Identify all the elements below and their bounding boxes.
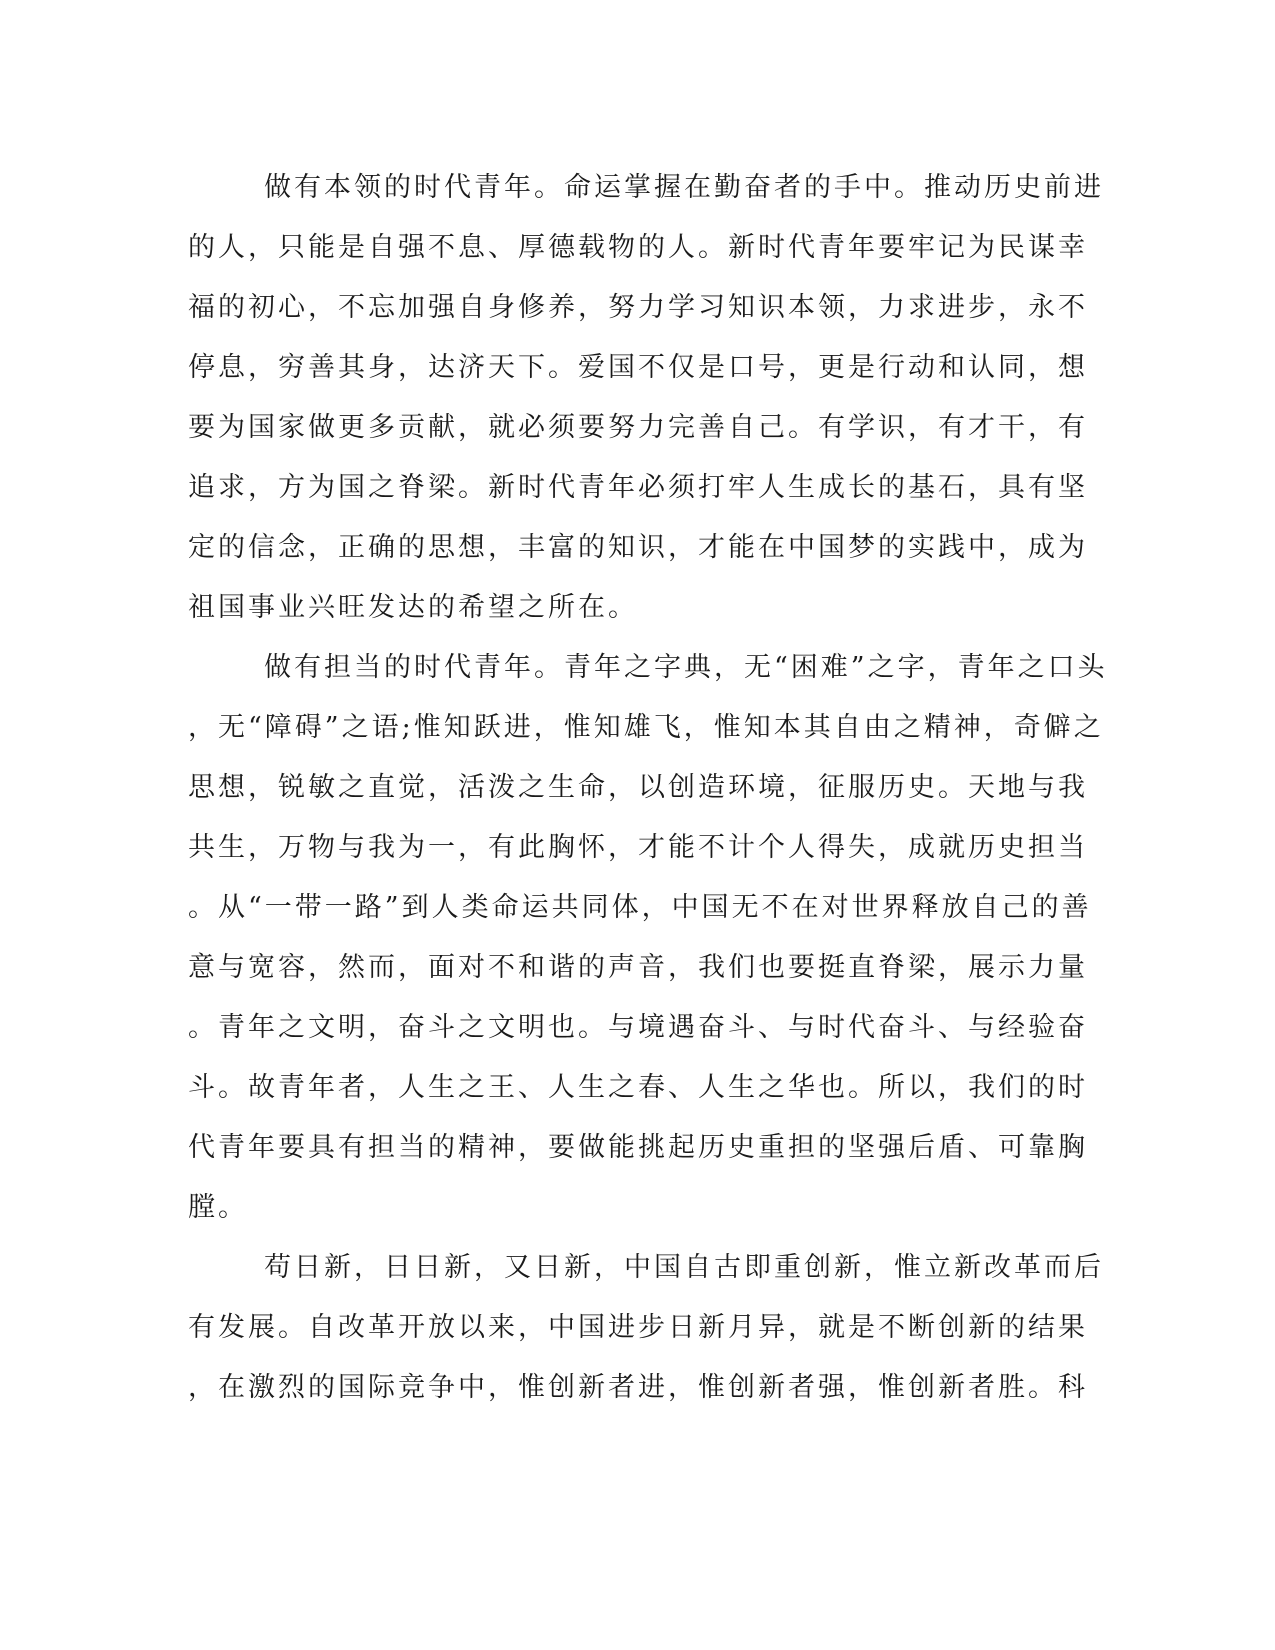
- paragraph-line: ，在激烈的国际竞争中，惟创新者进，惟创新者强，惟创新者胜。科: [188, 1372, 1088, 1403]
- paragraph-line: 祖国事业兴旺发达的希望之所在。: [188, 592, 638, 623]
- paragraph-line: 追求，方为国之脊梁。新时代青年必须打牢人生成长的基石，具有坚: [188, 472, 1088, 503]
- paragraph-line: 定的信念，正确的思想，丰富的知识，才能在中国梦的实践中，成为: [188, 532, 1088, 563]
- paragraph-line: 。青年之文明，奋斗之文明也。与境遇奋斗、与时代奋斗、与经验奋: [188, 1012, 1088, 1043]
- paragraph-line: 做有担当的时代青年。青年之字典，无“困难”之字，青年之口头: [264, 652, 1108, 683]
- paragraph-line: ，无“障碍”之语;惟知跃进，惟知雄飞，惟知本其自由之精神，奇僻之: [188, 712, 1104, 743]
- paragraph-1: [188, 158, 1104, 638]
- paragraph-2: [188, 638, 1108, 1238]
- paragraph-line: 意与宽容，然而，面对不和谐的声音，我们也要挺直脊梁，展示力量: [188, 952, 1088, 983]
- paragraph-line: 福的初心，不忘加强自身修养，努力学习知识本领，力求进步，永不: [188, 292, 1088, 323]
- body-text: [188, 158, 1108, 1418]
- paragraph-line: 的人，只能是自强不息、厚德载物的人。新时代青年要牢记为民谋幸: [188, 232, 1088, 263]
- paragraph-3: [188, 1238, 1104, 1418]
- paragraph-line: 有发展。自改革开放以来，中国进步日新月异，就是不断创新的结果: [188, 1312, 1088, 1343]
- paragraph-line: 做有本领的时代青年。命运掌握在勤奋者的手中。推动历史前进: [264, 172, 1104, 203]
- paragraph-line: 思想，锐敏之直觉，活泼之生命，以创造环境，征服历史。天地与我: [188, 772, 1088, 803]
- paragraph-line: 。从“一带一路”到人类命运共同体，中国无不在对世界释放自己的善: [188, 892, 1092, 923]
- paragraph-line: 代青年要具有担当的精神，要做能挑起历史重担的坚强后盾、可靠胸: [188, 1132, 1088, 1163]
- paragraph-line: 要为国家做更多贡献，就必须要努力完善自己。有学识，有才干，有: [188, 412, 1088, 443]
- paragraph-line: 苟日新，日日新，又日新，中国自古即重创新，惟立新改革而后: [264, 1252, 1104, 1283]
- paragraph-line: 停息，穷善其身，达济天下。爱国不仅是口号，更是行动和认同，想: [188, 352, 1088, 383]
- paragraph-line: 膛。: [188, 1192, 248, 1223]
- paragraph-line: 斗。故青年者，人生之王、人生之春、人生之华也。所以，我们的时: [188, 1072, 1088, 1103]
- paragraph-line: 共生，万物与我为一，有此胸怀，才能不计个人得失，成就历史担当: [188, 832, 1088, 863]
